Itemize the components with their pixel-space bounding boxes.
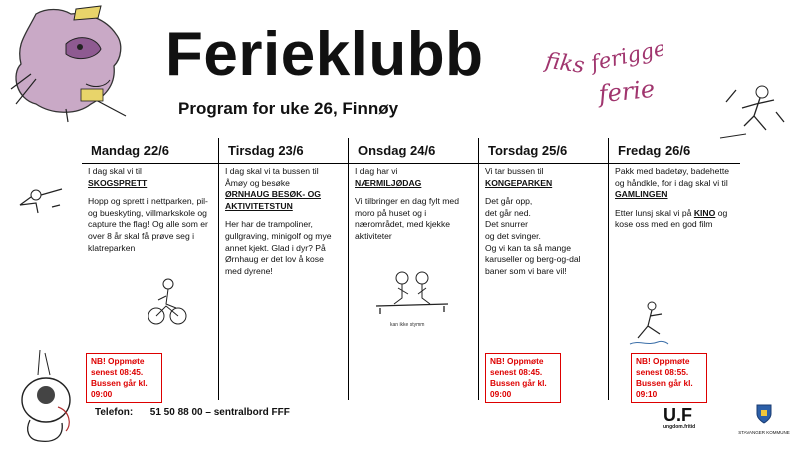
day-description: Her har de trampoliner, gullgraving, minigolf og mye annet kjekt. Glad i dyr? På Ørnhaug er det lov å kose med dyrene! bbox=[225, 219, 332, 276]
page-title: Ferieklubb bbox=[165, 20, 484, 89]
runner-sketch bbox=[716, 82, 788, 142]
sketch-caption: kan ikke stymm bbox=[390, 322, 425, 328]
page-subtitle: Program for uke 26, Finnøy bbox=[178, 99, 399, 118]
day-destination-secondary: KINO bbox=[693, 207, 716, 218]
notice-thursday: NB! Oppmøte senest 08:45. Bussen går kl. 09:00 bbox=[485, 353, 561, 403]
day-destination: GAMLINGEN bbox=[615, 189, 668, 200]
day-destination: NÆRMILJØDAG bbox=[355, 177, 422, 188]
svg-text:ferigge: ferigge bbox=[588, 40, 663, 76]
day-heading: Onsdag 24/6 bbox=[358, 143, 436, 158]
day-heading: Mandag 22/6 bbox=[91, 143, 170, 158]
svg-text:fiks: fiks bbox=[543, 48, 587, 79]
mascot-illustration bbox=[6, 4, 146, 124]
stavanger-kommune-logo bbox=[733, 404, 795, 435]
day-description-pre: Etter lunsj skal vi på bbox=[615, 207, 692, 218]
day-intro: Pakk med badetøy, badehette og håndkle, for i dag skal vi til bbox=[615, 166, 730, 188]
day-destination: KONGEPARKEN bbox=[485, 177, 553, 188]
fiks-ferigge-ferie-logo bbox=[543, 40, 663, 120]
notice-friday: NB! Oppmøte senest 08:55. Bussen går kl. 09:10 bbox=[631, 353, 707, 403]
phone-line bbox=[95, 407, 290, 418]
day-heading: Torsdag 25/6 bbox=[488, 143, 568, 158]
notice-monday: NB! Oppmøte senest 08:45. Bussen går kl. 09:00 bbox=[86, 353, 162, 403]
coat-of-arms-icon bbox=[756, 404, 772, 424]
uf-caption: ungdom.fritid bbox=[663, 424, 696, 430]
day-description-post: og kose oss med en god film bbox=[615, 207, 728, 230]
phone-label: Telefon: bbox=[95, 407, 134, 418]
day-intro: I dag har vi bbox=[355, 166, 398, 176]
day-intro: I dag skal vi ta bussen til Åmøy og besøke bbox=[225, 166, 319, 188]
day-column-wednesday bbox=[348, 138, 479, 400]
day-description: Det går opp, det går ned. Det snurrer og det svinger. Og vi kan ta så mange karuseller og berg-og-dal baner som vi bare vil! bbox=[485, 196, 581, 276]
day-destination: SKOGSPRETT bbox=[88, 177, 148, 188]
bird-sketch bbox=[16, 183, 68, 215]
ungdom-fritid-logo bbox=[663, 406, 719, 430]
day-destination: ØRNHAUG BESØK- OG AKTIVITETSTUN bbox=[225, 189, 321, 211]
day-intro: I dag skal vi til bbox=[88, 166, 142, 176]
uf-logo-text: U.F bbox=[663, 405, 692, 425]
day-intro: Vi tar bussen til bbox=[485, 166, 544, 176]
day-column-tuesday bbox=[218, 138, 349, 400]
day-description: Hopp og sprett i nettparken, pil- og bueskyting, villmarkskole og capture the flag! Og alle som er over 8 år skal få prøve seg i klatreparken bbox=[88, 196, 208, 253]
svg-text:ferie: ferie bbox=[597, 74, 657, 109]
phone-number: 51 50 88 00 – sentralbord FFF bbox=[149, 407, 290, 418]
day-heading: Tirsdag 23/6 bbox=[228, 143, 304, 158]
day-description: Vi tilbringer en dag fylt med moro på huset og i nærområdet, med kjekke aktiviteter bbox=[355, 196, 459, 241]
stavanger-caption: STAVANGER KOMMUNE bbox=[738, 430, 790, 435]
day-heading: Fredag 26/6 bbox=[618, 143, 691, 158]
child-sketch bbox=[10, 345, 88, 445]
